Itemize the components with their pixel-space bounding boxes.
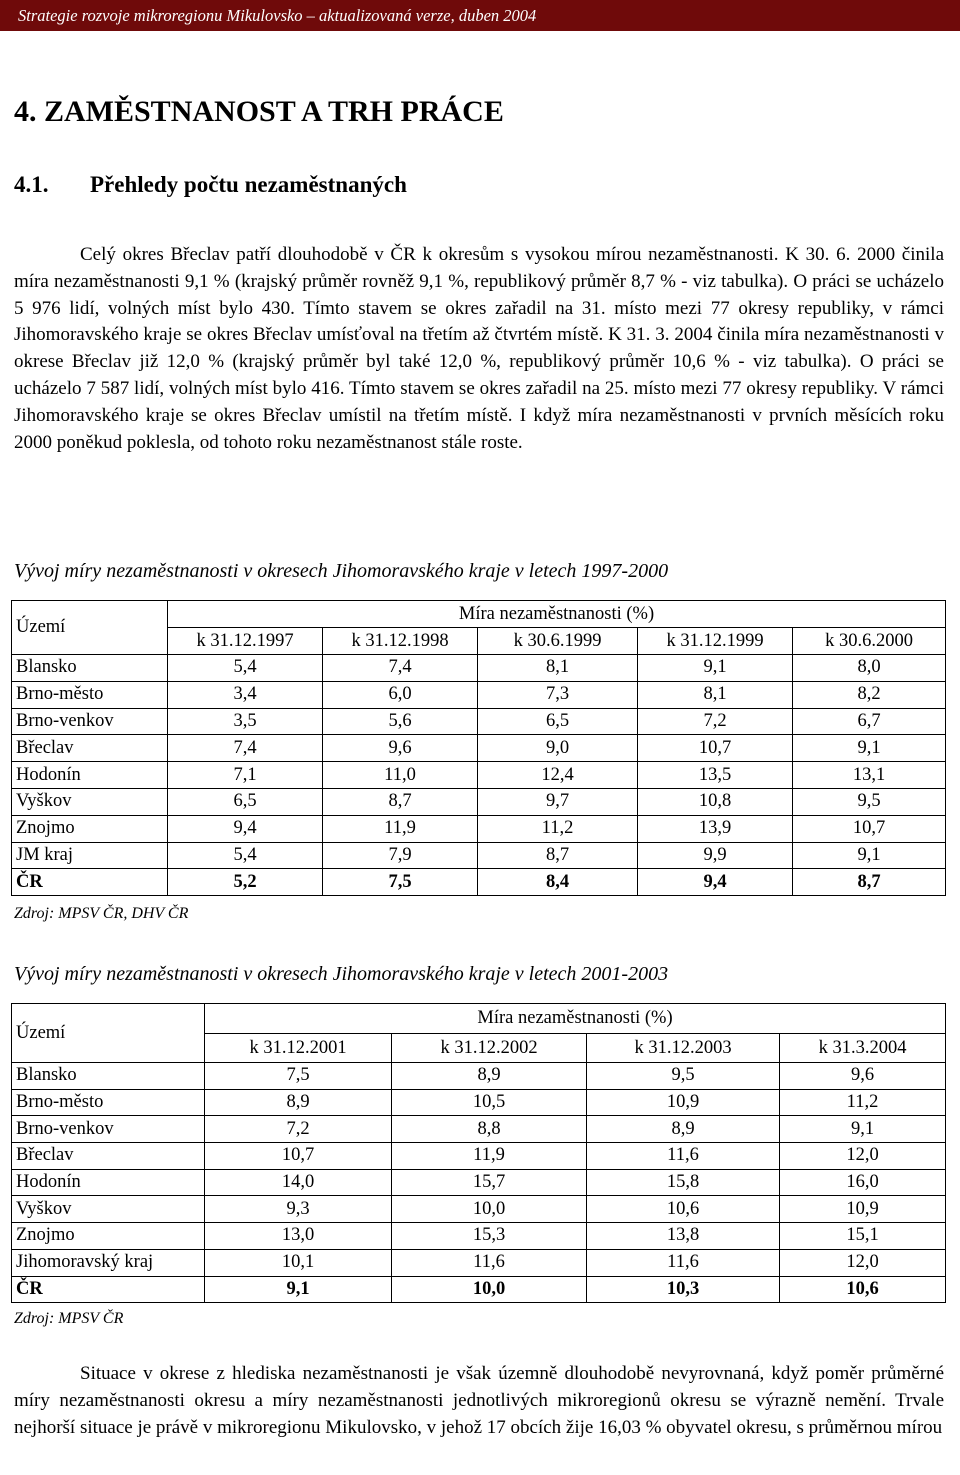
territory-name: Brno-venkov — [12, 708, 168, 735]
territory-name: Hodonín — [12, 762, 168, 789]
territory-name: Vyškov — [12, 1196, 205, 1223]
table-row — [12, 1276, 946, 1303]
rate-cell: 5,2 — [168, 869, 323, 896]
rate-cell: 10,0 — [392, 1196, 587, 1223]
column-header: k 31.12.2001 — [205, 1034, 392, 1063]
rate-cell: 7,2 — [205, 1116, 392, 1143]
rate-cell: 11,2 — [478, 815, 638, 842]
rate-cell: 9,1 — [205, 1276, 392, 1303]
rate-cell: 9,1 — [780, 1116, 946, 1143]
territory-name: Břeclav — [12, 1143, 205, 1170]
column-header: k 30.6.2000 — [793, 628, 946, 655]
rate-cell: 9,9 — [638, 842, 793, 869]
table-row — [12, 1223, 946, 1250]
rate-cell: 10,6 — [780, 1276, 946, 1303]
territory-name: Brno-město — [12, 1089, 205, 1116]
table-row — [12, 1089, 946, 1116]
territory-name: Znojmo — [12, 815, 168, 842]
table-row — [12, 842, 946, 869]
closing-paragraph: Situace v okrese z hlediska nezaměstnanosti je však územně dlouhodobě nevyrovnaná, když poměr průměrné míry nezaměstnanosti okresu a míry nezaměstnanosti jednotlivých mikroregionů okresu se výrazně nemění. Trvale nejhorší situace je právě v mikroregionu Mikulovsko, v jehož 17 obcích žije 16,03 % obyvatel okresu, s průměrnou mírou — [14, 1363, 944, 1438]
rate-cell: 10,9 — [780, 1196, 946, 1223]
rate-cell: 8,1 — [478, 655, 638, 682]
rate-cell: 7,5 — [323, 869, 478, 896]
rate-cell: 13,8 — [587, 1223, 780, 1250]
territory-name: Brno-město — [12, 681, 168, 708]
section-heading — [14, 170, 407, 200]
rate-cell: 6,7 — [793, 708, 946, 735]
table-row — [12, 1196, 946, 1223]
section-title: Přehledy počtu nezaměstnaných — [90, 172, 407, 197]
table-row — [12, 788, 946, 815]
table-row — [12, 1169, 946, 1196]
rate-cell: 11,2 — [780, 1089, 946, 1116]
rate-group-header: Míra nezaměstnanosti (%) — [168, 601, 946, 628]
territory-name: Hodonín — [12, 1169, 205, 1196]
rate-cell: 6,0 — [323, 681, 478, 708]
rate-cell: 10,1 — [205, 1249, 392, 1276]
rate-cell: 8,7 — [793, 869, 946, 896]
rate-cell: 10,7 — [205, 1143, 392, 1170]
rate-cell: 3,4 — [168, 681, 323, 708]
territory-name: Blansko — [12, 1063, 205, 1090]
rate-cell: 11,6 — [587, 1249, 780, 1276]
rate-cell: 11,6 — [392, 1249, 587, 1276]
rate-cell: 9,1 — [793, 735, 946, 762]
rate-cell: 9,6 — [780, 1063, 946, 1090]
rate-cell: 7,3 — [478, 681, 638, 708]
territory-header: Území — [12, 601, 168, 655]
rate-cell: 7,5 — [205, 1063, 392, 1090]
table-row — [12, 735, 946, 762]
table-row — [12, 869, 946, 896]
territory-name: Brno-venkov — [12, 1116, 205, 1143]
rate-cell: 5,6 — [323, 708, 478, 735]
column-header: k 30.6.1999 — [478, 628, 638, 655]
table-row — [12, 762, 946, 789]
rate-cell: 8,7 — [323, 788, 478, 815]
territory-header: Území — [12, 1004, 205, 1063]
chapter-title: 4. ZAMĚSTNANOST A TRH PRÁCE — [14, 95, 504, 128]
territory-name: Vyškov — [12, 788, 168, 815]
table-row — [12, 655, 946, 682]
table-row — [12, 708, 946, 735]
table-row — [12, 1116, 946, 1143]
rate-cell: 10,7 — [638, 735, 793, 762]
rate-cell: 10,8 — [638, 788, 793, 815]
table-row — [12, 1249, 946, 1276]
rate-cell: 6,5 — [478, 708, 638, 735]
territory-name: Jihomoravský kraj — [12, 1249, 205, 1276]
territory-name: JM kraj — [12, 842, 168, 869]
rate-cell: 13,1 — [793, 762, 946, 789]
rate-cell: 15,7 — [392, 1169, 587, 1196]
table-row — [12, 1063, 946, 1090]
rate-cell: 8,9 — [205, 1089, 392, 1116]
table1-source: Zdroj: MPSV ČR, DHV ČR — [14, 905, 189, 922]
rate-cell: 9,1 — [793, 842, 946, 869]
rate-cell: 10,3 — [587, 1276, 780, 1303]
rate-cell: 6,5 — [168, 788, 323, 815]
table2-caption: Vývoj míry nezaměstnanosti v okresech Jihomoravského kraje v letech 2001-2003 — [14, 963, 669, 985]
rate-cell: 9,5 — [793, 788, 946, 815]
rate-cell: 15,8 — [587, 1169, 780, 1196]
column-header: k 31.12.1998 — [323, 628, 478, 655]
rate-cell: 11,0 — [323, 762, 478, 789]
rate-cell: 3,5 — [168, 708, 323, 735]
territory-name: Blansko — [12, 655, 168, 682]
table-row — [12, 681, 946, 708]
rate-cell: 12,0 — [780, 1143, 946, 1170]
rate-cell: 10,0 — [392, 1276, 587, 1303]
rate-cell: 7,4 — [323, 655, 478, 682]
territory-name: Znojmo — [12, 1223, 205, 1250]
rate-cell: 8,9 — [587, 1116, 780, 1143]
rate-cell: 11,6 — [587, 1143, 780, 1170]
rate-cell: 14,0 — [205, 1169, 392, 1196]
table1-caption: Vývoj míry nezaměstnanosti v okresech Jihomoravského kraje v letech 1997-2000 — [14, 560, 669, 582]
column-header: k 31.12.1997 — [168, 628, 323, 655]
table-row — [12, 815, 946, 842]
rate-cell: 9,1 — [638, 655, 793, 682]
rate-cell: 9,0 — [478, 735, 638, 762]
rate-cell: 7,9 — [323, 842, 478, 869]
column-header: k 31.12.2002 — [392, 1034, 587, 1063]
table-row — [12, 1143, 946, 1170]
rate-cell: 9,3 — [205, 1196, 392, 1223]
table2-source: Zdroj: MPSV ČR — [14, 1310, 124, 1327]
rate-cell: 10,9 — [587, 1089, 780, 1116]
rate-cell: 5,4 — [168, 655, 323, 682]
rate-cell: 8,4 — [478, 869, 638, 896]
rate-cell: 15,1 — [780, 1223, 946, 1250]
running-header: Strategie rozvoje mikroregionu Mikulovsko – aktualizovaná verze, duben 2004 — [0, 0, 960, 31]
rate-cell: 8,2 — [793, 681, 946, 708]
rate-cell: 13,0 — [205, 1223, 392, 1250]
rate-cell: 9,7 — [478, 788, 638, 815]
rate-cell: 7,4 — [168, 735, 323, 762]
rate-cell: 12,4 — [478, 762, 638, 789]
rate-cell: 7,1 — [168, 762, 323, 789]
rate-cell: 5,4 — [168, 842, 323, 869]
rate-cell: 8,1 — [638, 681, 793, 708]
rate-cell: 9,4 — [168, 815, 323, 842]
rate-cell: 11,9 — [323, 815, 478, 842]
unemployment-table-1997-2000 — [11, 600, 946, 896]
rate-cell: 9,4 — [638, 869, 793, 896]
intro-paragraph: Celý okres Břeclav patří dlouhodobě v ČR k okresům s vysokou mírou nezaměstnanosti. K 30. 6. 2000 činila míra nezaměstnanosti 9,1 % (krajský průměr rovněž 9,1 %, republikový průměr 8,7 % - viz tabulka). O práci se ucházelo 5 976 lidí, volných míst bylo 430. Tímto stavem se okres zařadil na 31. místo mezi 77 okresy republiky, v rámci Jihomoravského kraje se okres Břeclav umísťoval na třetím až čtvrtém místě. K 31. 3. 2004 činila míra nezaměstnanosti v okrese Břeclav již 12,0 % (krajský průměr byl také 12,0 %, republikový průměr 10,6 % - viz tabulka). O práci se ucházelo 7 587 lidí, volných míst bylo 416. Tímto stavem se okres zařadil na 25. místo mezi 77 okresy republiky. V rámci Jihomoravského kraje se okres Břeclav umístil na třetím místě. I když míra nezaměstnanosti v prvních měsících roku 2000 poněkud poklesla, od tohoto roku nezaměstnanost stále roste. — [14, 244, 944, 453]
rate-cell: 9,5 — [587, 1063, 780, 1090]
rate-cell: 13,5 — [638, 762, 793, 789]
territory-name: ČR — [12, 869, 168, 896]
unemployment-table-2001-2004 — [11, 1003, 946, 1303]
rate-cell: 9,6 — [323, 735, 478, 762]
section-number: 4.1. — [14, 172, 49, 197]
rate-cell: 8,8 — [392, 1116, 587, 1143]
rate-cell: 8,0 — [793, 655, 946, 682]
column-header: k 31.3.2004 — [780, 1034, 946, 1063]
rate-cell: 8,9 — [392, 1063, 587, 1090]
rate-cell: 13,9 — [638, 815, 793, 842]
territory-name: Břeclav — [12, 735, 168, 762]
rate-cell: 12,0 — [780, 1249, 946, 1276]
territory-name: ČR — [12, 1276, 205, 1303]
rate-cell: 10,6 — [587, 1196, 780, 1223]
column-header: k 31.12.2003 — [587, 1034, 780, 1063]
rate-cell: 16,0 — [780, 1169, 946, 1196]
rate-cell: 15,3 — [392, 1223, 587, 1250]
rate-cell: 10,7 — [793, 815, 946, 842]
rate-cell: 11,9 — [392, 1143, 587, 1170]
column-header: k 31.12.1999 — [638, 628, 793, 655]
rate-cell: 7,2 — [638, 708, 793, 735]
rate-group-header: Míra nezaměstnanosti (%) — [205, 1004, 946, 1034]
rate-cell: 8,7 — [478, 842, 638, 869]
rate-cell: 10,5 — [392, 1089, 587, 1116]
